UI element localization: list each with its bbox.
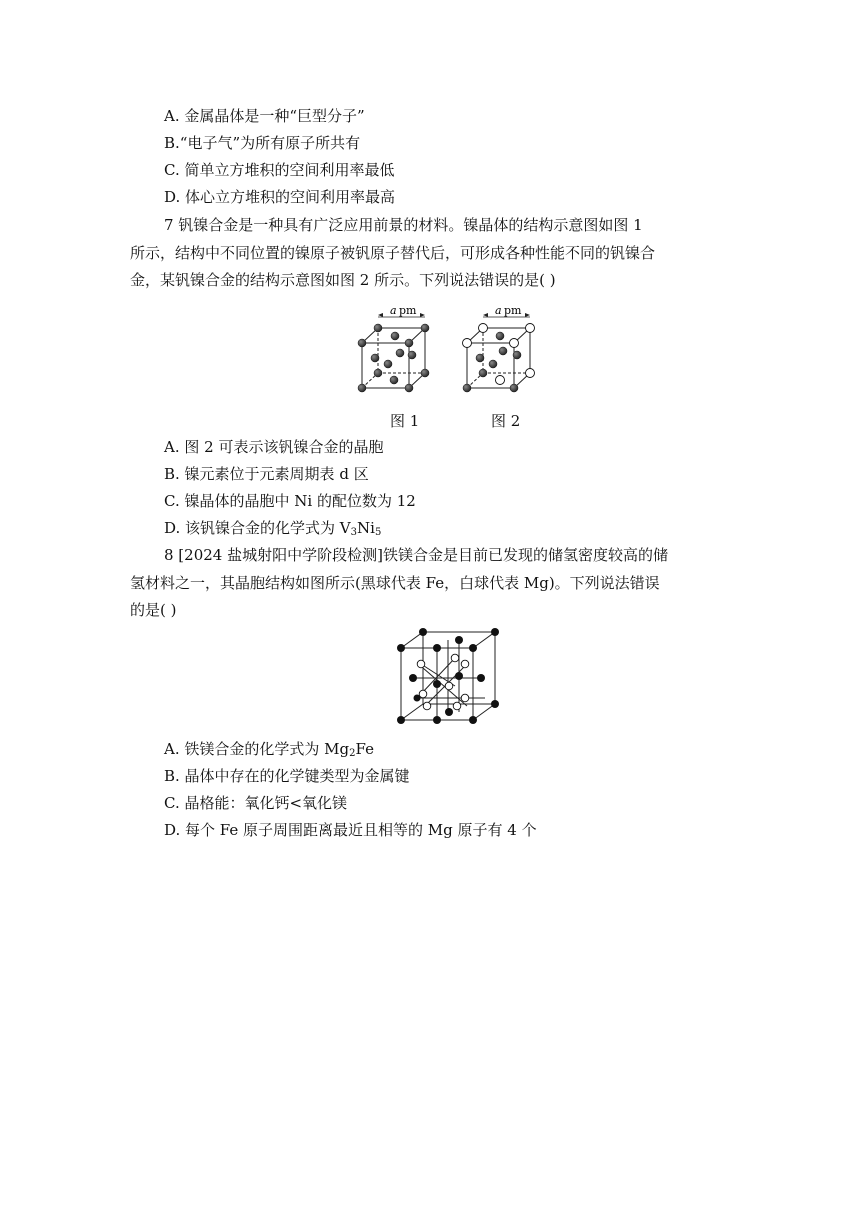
- q7-stem-line-3: 金，某钒镍合金的结构示意图如图 2 所示。下列说法错误的是( ): [130, 271, 556, 289]
- dimension-label-a: a: [390, 304, 397, 317]
- figure-2-alloy-cell: [455, 300, 545, 400]
- q7-option-b: B. 镍元素位于元素周期表 d 区: [164, 465, 369, 483]
- dimension-label-unit: pm: [399, 304, 417, 317]
- figure-2-caption: 图 2: [491, 412, 521, 430]
- dimension-label-unit: pm: [504, 304, 522, 317]
- q7-stem-line-1: 7 钒镍合金是一种具有广泛应用前景的材料。镍晶体的结构示意图如图 1: [164, 216, 643, 234]
- q7-option-a: A. 图 2 可表示该钒镍合金的晶胞: [164, 438, 384, 456]
- q7-stem-line-2: 所示，结构中不同位置的镍原子被钒原子替代后，可形成各种性能不同的钒镍合: [130, 244, 656, 262]
- q8-option-a: A. 铁镁合金的化学式为 $Mg_2Fe$: [164, 740, 374, 759]
- q7-option-d: D. 该钒镍合金的化学式为 $V_3Ni_5$: [164, 519, 382, 538]
- q8-option-b: B. 晶体中存在的化学键类型为金属键: [164, 767, 410, 785]
- q6-option-d: D. 体心立方堆积的空间利用率最高: [164, 188, 396, 206]
- q8-stem-line-2: 氢材料之一，其晶胞结构如图所示(黑球代表 Fe，白球代表 Mg)。下列说法错误: [130, 574, 660, 592]
- q8-option-c: C. 晶格能：氧化钙<氧化镁: [164, 794, 348, 812]
- q6-option-c: C. 简单立方堆积的空间利用率最低: [164, 161, 395, 179]
- q8-stem-line-3: 的是( ): [130, 601, 177, 619]
- q8-option-d: D. 每个 Fe 原子周围距离最近且相等的 Mg 原子有 4 个: [164, 821, 537, 839]
- q8-stem-line-1: 8 [2024 盐城射阳中学阶段检测]铁镁合金是目前已发现的储氢密度较高的储: [164, 546, 668, 564]
- q6-option-a: A. 金属晶体是一种“巨型分子”: [164, 107, 365, 125]
- q6-option-b: B.“电子气”为所有原子所共有: [164, 134, 361, 152]
- figure-1-nickel-cell: [350, 300, 440, 400]
- figure-1-caption: 图 1: [390, 412, 420, 430]
- dimension-label-a: a: [495, 304, 502, 317]
- q7-option-c: C. 镍晶体的晶胞中 Ni 的配位数为 12: [164, 492, 416, 510]
- figure-fe-mg-cell: [393, 628, 503, 728]
